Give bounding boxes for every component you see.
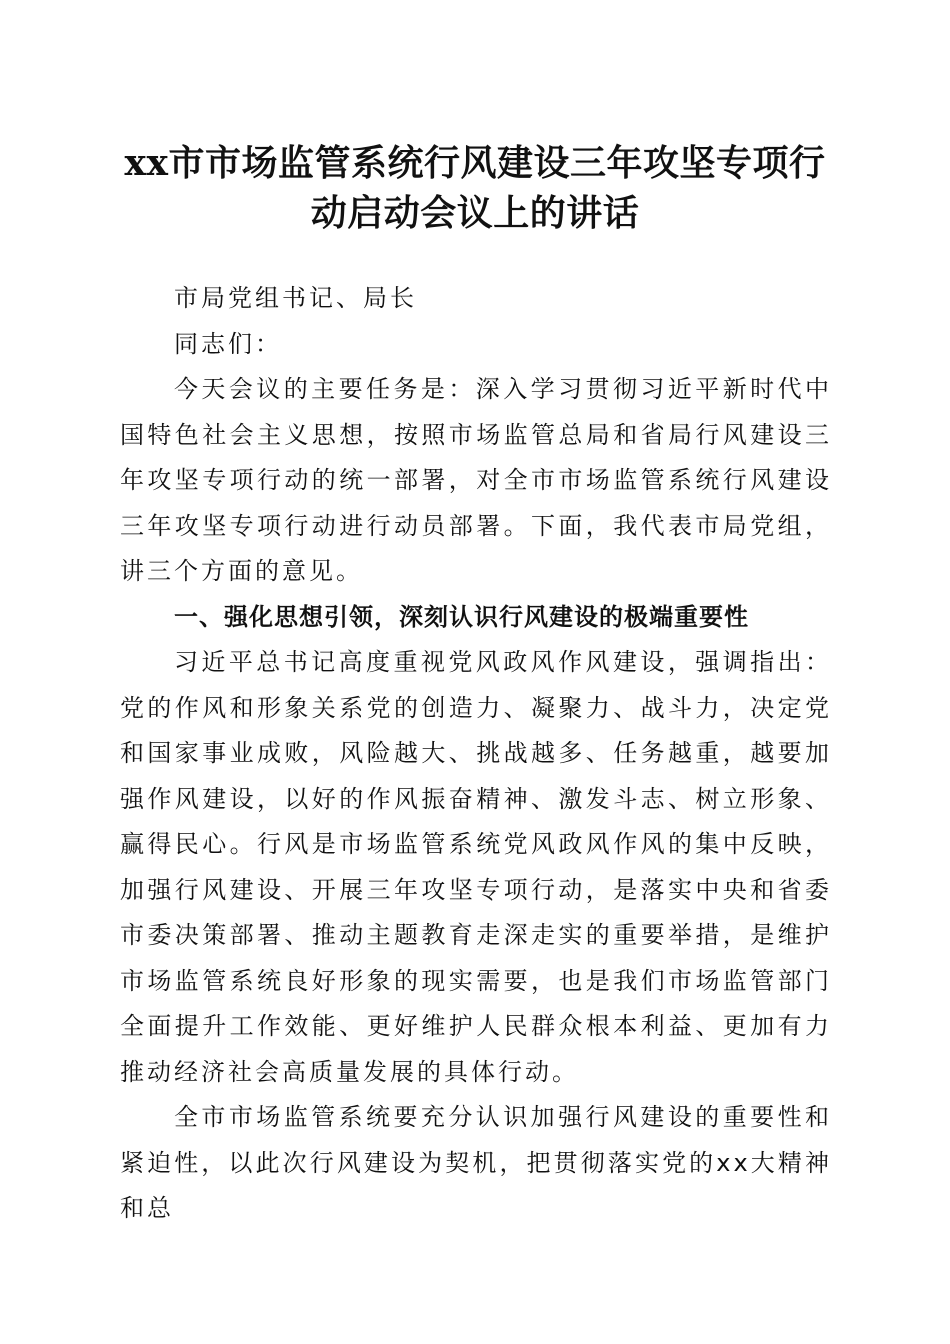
title-line-2: 动启动会议上的讲话 <box>310 192 640 234</box>
salutation: 同志们： <box>174 329 282 358</box>
paragraph-intro: 今天会议的主要任务是：深入学习贯彻习近平新时代中国特色社会主义思想，按照市场监管总局和省局行风建设三年攻坚专项行动的统一部署，对全市市场监管系统行风建设三年攻坚专项行动进行动员部署。下面，我代表市局党组，讲三个方面的意见。 <box>120 375 832 585</box>
document-title <box>100 138 850 238</box>
section-heading-1: 一、强化思想引领，深刻认识行风建设的极端重要性 <box>174 602 749 631</box>
paragraph-section1-a: 习近平总书记高度重视党风政风作风建设，强调指出：党的作风和形象关系党的创造力、凝聚力、战斗力，决定党和国家事业成败，风险越大、挑战越多、任务越重，越要加强作风建设，以好的作风振奋精神、激发斗志、树立形象、赢得民心。行风是市场监管系统党风政风作风的集中反映，加强行风建设、开展三年攻坚专项行动，是落实中央和省委市委决策部署、推动主题教育走深走实的重要举措，是维护市场监管系统良好形象的现实需要，也是我们市场监管部门全面提升工作效能、更好维护人民群众根本利益、更加有力推动经济社会高质量发展的具体行动。 <box>120 648 832 1086</box>
document-body <box>120 276 832 1232</box>
speaker-line: 市局党组书记、局长 <box>174 284 417 312</box>
title-line-1: xx市市场监管系统行风建设三年攻坚专项行 <box>124 142 826 184</box>
paragraph-section1-b: 全市市场监管系统要充分认识加强行风建设的重要性和紧迫性，以此次行风建设为契机，把贯彻落实党的xx大精神和总 <box>120 1103 832 1222</box>
